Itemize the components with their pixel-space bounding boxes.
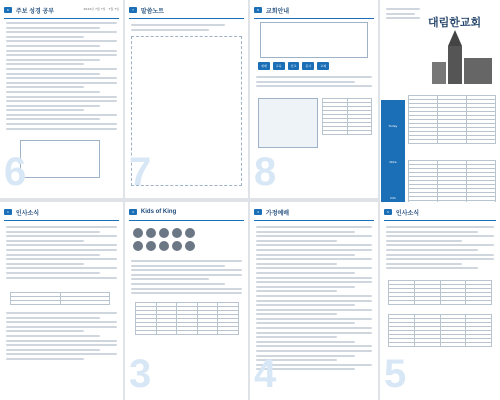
page-tag: 5 xyxy=(384,209,392,215)
page-number: 4 xyxy=(254,352,277,396)
page-tag: 6 xyxy=(4,7,12,13)
side-tabs xyxy=(385,118,401,206)
panel-header xyxy=(129,4,164,16)
side-tab[interactable]: Info xyxy=(385,190,401,206)
panel-title: 교회안내 xyxy=(265,8,290,15)
text-lines xyxy=(6,22,117,132)
offering-table xyxy=(388,280,492,305)
church-illustration xyxy=(428,28,498,88)
panel-title: 인사소식 xyxy=(15,210,40,217)
photo-icon xyxy=(159,228,169,238)
page-number: 3 xyxy=(129,352,152,396)
photo-icon xyxy=(159,241,169,251)
panel-sermon-note xyxy=(125,0,248,198)
photo-icon xyxy=(133,241,143,251)
photo-icon xyxy=(185,228,195,238)
ministry-button[interactable]: 예배 xyxy=(258,62,270,70)
panel-title: 말씀노트 xyxy=(140,8,165,15)
page-tag: 4 xyxy=(254,209,262,215)
panel-header xyxy=(254,4,289,16)
ministry-button[interactable]: 선교 xyxy=(288,62,300,70)
page-tag: 8 xyxy=(254,7,262,13)
map-area xyxy=(258,98,318,148)
panel-news xyxy=(380,202,500,400)
page-tag: 1 xyxy=(4,209,12,215)
cover-title: 대림한교회 xyxy=(428,17,482,29)
info-table xyxy=(10,292,110,305)
panel-header xyxy=(4,206,39,218)
panel-date: 2024년 7월 7일 · 7월 7일 xyxy=(83,7,119,11)
photo-icon xyxy=(185,241,195,251)
ministry-buttons xyxy=(258,62,329,70)
panel-title: 가정예배 xyxy=(265,210,290,217)
note-lines xyxy=(131,24,242,33)
directory-table xyxy=(322,98,372,135)
panel-kids xyxy=(125,202,248,400)
page-number: 7 xyxy=(129,150,152,194)
page-number: 6 xyxy=(4,150,27,194)
panel-header xyxy=(384,206,419,218)
panel-church-info xyxy=(250,0,378,198)
page-number: 5 xyxy=(384,352,407,396)
panel-header xyxy=(4,4,54,16)
worship-schedule xyxy=(408,95,496,144)
answer-box xyxy=(20,140,100,178)
photo-icon xyxy=(146,228,156,238)
panel-title: 주보 성경 공부 xyxy=(15,8,55,15)
photo-icon xyxy=(172,241,182,251)
panel-title: Kids of King xyxy=(140,209,177,215)
kids-photo-grid xyxy=(133,228,195,251)
ministry-button[interactable]: 교제 xyxy=(317,62,329,70)
panel-bible-study xyxy=(0,0,123,198)
panel-announcements xyxy=(0,202,123,400)
panel-header xyxy=(129,206,176,218)
photo-icon xyxy=(146,241,156,251)
side-tab[interactable]: Today xyxy=(385,118,401,134)
ministry-button[interactable]: 교육 xyxy=(273,62,285,70)
members-table xyxy=(388,314,492,347)
page-tag: 7 xyxy=(129,7,137,13)
page-number: 8 xyxy=(254,150,277,194)
ministry-button[interactable]: 봉사 xyxy=(302,62,314,70)
panel-title: 인사소식 xyxy=(395,210,420,217)
photo-icon xyxy=(172,228,182,238)
photo-icon xyxy=(133,228,143,238)
kids-table xyxy=(135,302,239,335)
page-tag: 3 xyxy=(129,209,137,215)
panel-family-worship xyxy=(250,202,378,400)
panel-header xyxy=(254,206,289,218)
side-tab[interactable]: Note xyxy=(385,154,401,170)
schedule-box xyxy=(260,22,368,58)
